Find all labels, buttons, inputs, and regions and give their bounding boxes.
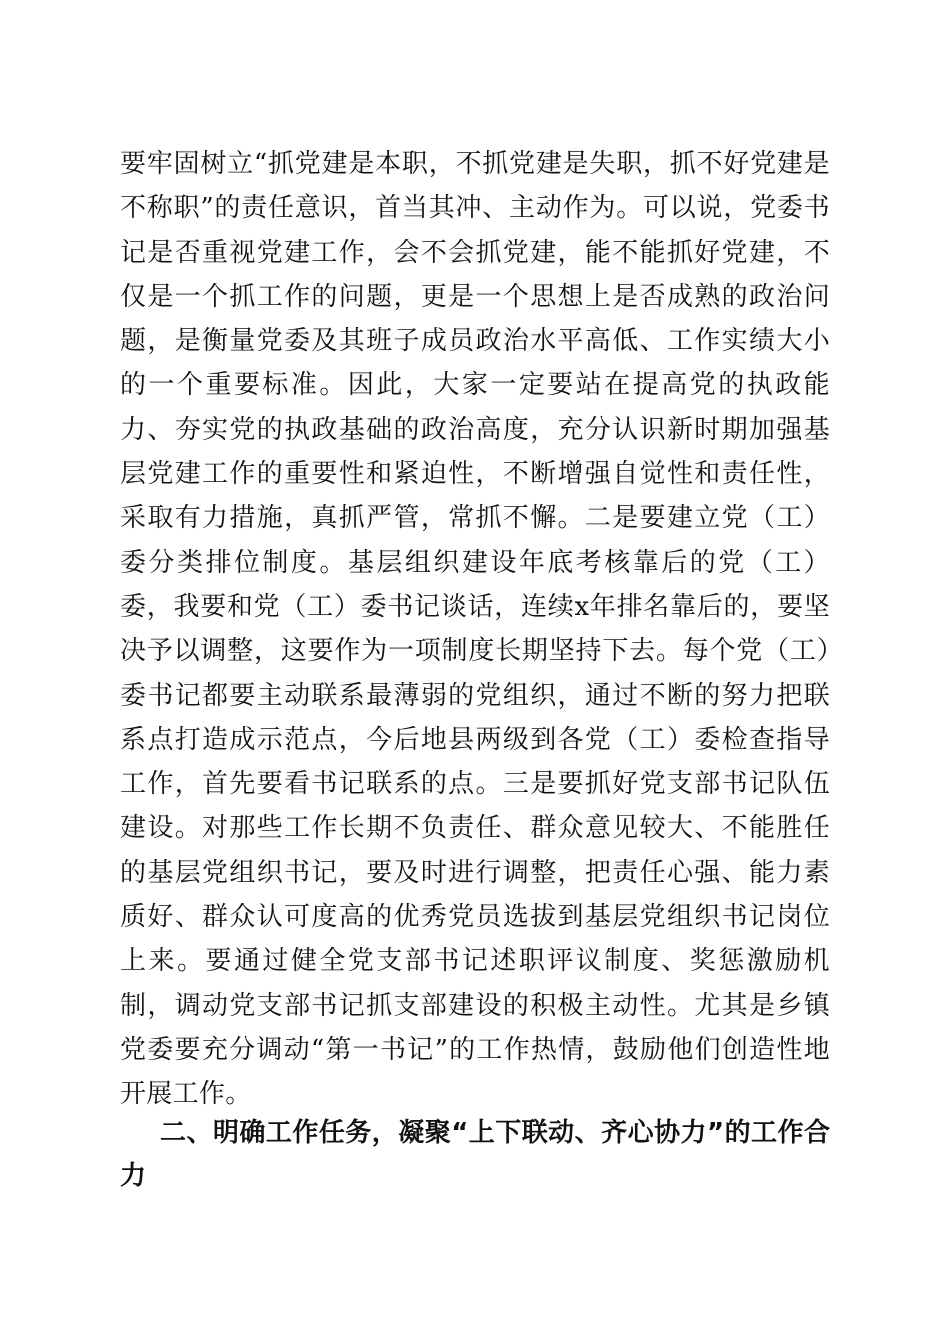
section-heading: 二、明确工作任务，凝聚“上下联动、齐心协力”的工作合力 [120,1118,830,1191]
body-paragraph: 要牢固树立“抓党建是本职，不抓党建是失职，抓不好党建是不称职”的责任意识，首当其冲、主动作为。可以说，党委书记是否重视党建工作，会不会抓党建，能不能抓好党建，不仅是一个抓工作的问题，更是一个思想上是否成熟的政治问题，是衡量党委及其班子成员政治水平高低、工作实绩大小的一个重要标准。因此，大家一定要站在提高党的执政能力、夯实党的执政基础的政治高度，充分认识新时期加强基层党建工作的重要性和紧迫性，不断增强自觉性和责任性，采取有力措施，真抓严管，常抓不懈。二是要建立党（工）委分类排位制度。基层组织建设年底考核靠后的党（工）委，我要和党（工）委书记谈话，连续x年排名靠后的，要坚决予以调整，这要作为一项制度长期坚持下去。每个党（工）委书记都要主动联系最薄弱的党组织，通过不断的努力把联系点打造成示范点，今后地县两级到各党（工）委检查指导工作，首先要看书记联系的点。三是要抓好党支部书记队伍建设。对那些工作长期不负责任、群众意见较大、不能胜任的基层党组织书记，要及时进行调整，把责任心强、能力素质好、群众认可度高的优秀党员选拔到基层党组织书记岗位上来。要通过健全党支部书记述职评议制度、奖惩激励机制，调动党支部书记抓支部建设的积极主动性。尤其是乡镇党委要充分调动“第一书记”的工作热情，鼓励他们创造性地开展工作。 [120,149,830,1110]
